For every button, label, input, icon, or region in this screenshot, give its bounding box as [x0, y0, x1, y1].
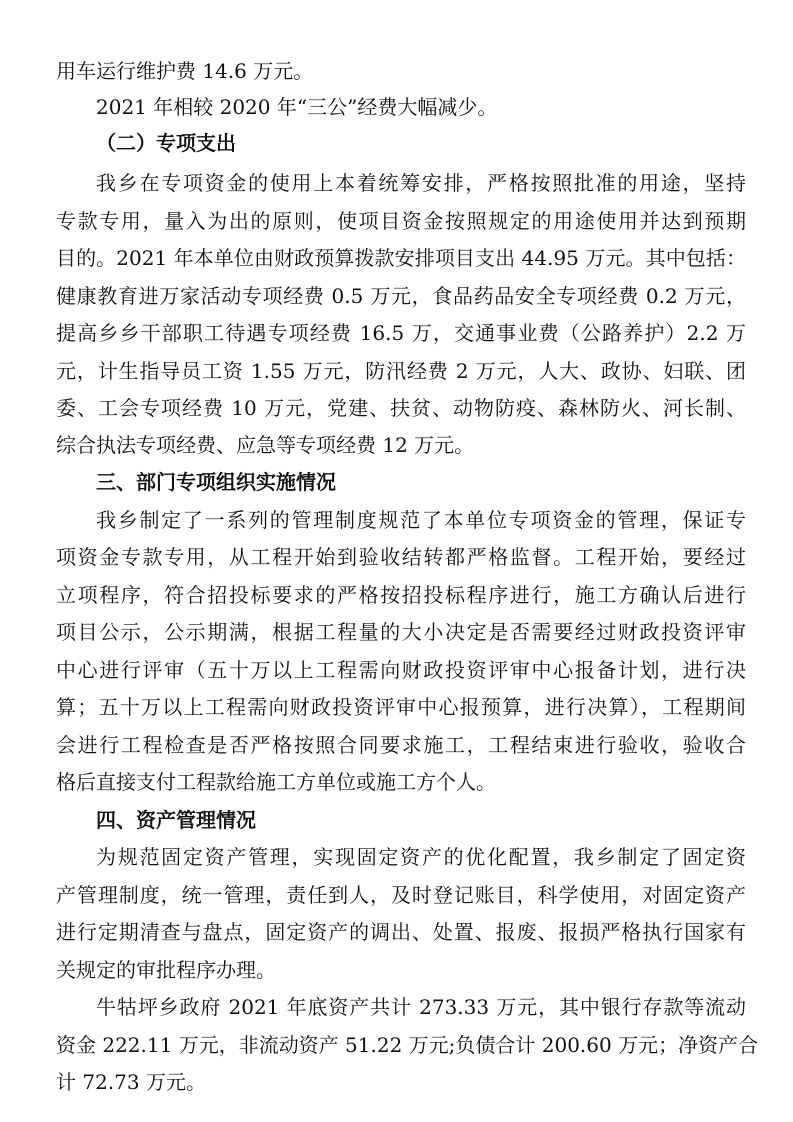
paragraph-line: 项目公示，公示期满，根据工程量的大小决定是否需要经过财政投资评审 [56, 620, 746, 644]
paragraph-line: 资金 222.11 万元，非流动资产 51.22 万元;负债合计 200.60 万元；净资产合 [56, 1033, 759, 1057]
section-heading: （二）专项支出 [96, 131, 236, 155]
paragraph-line: 算；五十万以上工程需向财政投资评审中心报预算，进行决算），工程期间 [56, 695, 746, 719]
paragraph-line: 目的。2021 年本单位由财政预算拨款安排项目支出 44.95 万元。其中包括： [56, 246, 746, 270]
paragraph-line: 格后直接支付工程款给施工方单位或施工方个人。 [56, 770, 496, 794]
paragraph-line: 进行定期清查与盘点，固定资产的调出、处置、报废、报损严格执行国家有 [56, 920, 746, 944]
paragraph-line: 2021 年相较 2020 年“三公”经费大幅减少。 [96, 95, 498, 119]
section-heading: 三、部门专项组织实施情况 [96, 470, 336, 494]
paragraph-line: 我乡制定了一系列的管理制度规范了本单位专项资金的管理，保证专 [96, 508, 746, 532]
paragraph-line: 计 72.73 万元。 [56, 1070, 206, 1094]
paragraph-line: 委、工会专项经费 10 万元，党建、扶贫、动物防疫、森林防火、河长制、 [56, 396, 746, 420]
paragraph-line: 健康教育进万家活动专项经费 0.5 万元，食品药品安全专项经费 0.2 万元， [56, 284, 746, 308]
paragraph-line: 元，计生指导员工资 1.55 万元，防汛经费 2 万元，人大、政协、妇联、团 [56, 359, 746, 383]
paragraph-line: 会进行工程检查是否严格按照合同要求施工，工程结束进行验收，验收合 [56, 733, 746, 757]
paragraph-line: 我乡在专项资金的使用上本着统筹安排，严格按照批准的用途，坚持 [96, 171, 746, 195]
paragraph-line: 项资金专款专用，从工程开始到验收结转都严格监督。工程开始，要经过 [56, 545, 746, 569]
paragraph-line: 提高乡乡干部职工待遇专项经费 16.5 万，交通事业费（公路养护）2.2 万 [56, 321, 746, 345]
paragraph-line: 为规范固定资产管理，实现固定资产的优化配置，我乡制定了固定资 [96, 845, 746, 869]
paragraph-line: 关规定的审批程序办理。 [56, 958, 276, 982]
paragraph-line: 专款专用，量入为出的原则，使项目资金按照规定的用途使用并达到预期 [56, 209, 746, 233]
paragraph-line: 产管理制度，统一管理，责任到人，及时登记账目，科学使用，对固定资产 [56, 883, 746, 907]
section-heading: 四、资产管理情况 [96, 808, 256, 832]
paragraph-line: 综合执法专项经费、应急等专项经费 12 万元。 [56, 433, 475, 457]
paragraph-line: 用车运行维护费 14.6 万元。 [56, 59, 314, 83]
paragraph-line: 牛牯坪乡政府 2021 年底资产共计 273.33 万元，其中银行存款等流动 [96, 995, 746, 1019]
paragraph-line: 立项程序，符合招投标要求的严格按招投标程序进行，施工方确认后进行 [56, 583, 746, 607]
paragraph-line: 中心进行评审（五十万以上工程需向财政投资评审中心报备计划，进行决 [56, 658, 746, 682]
